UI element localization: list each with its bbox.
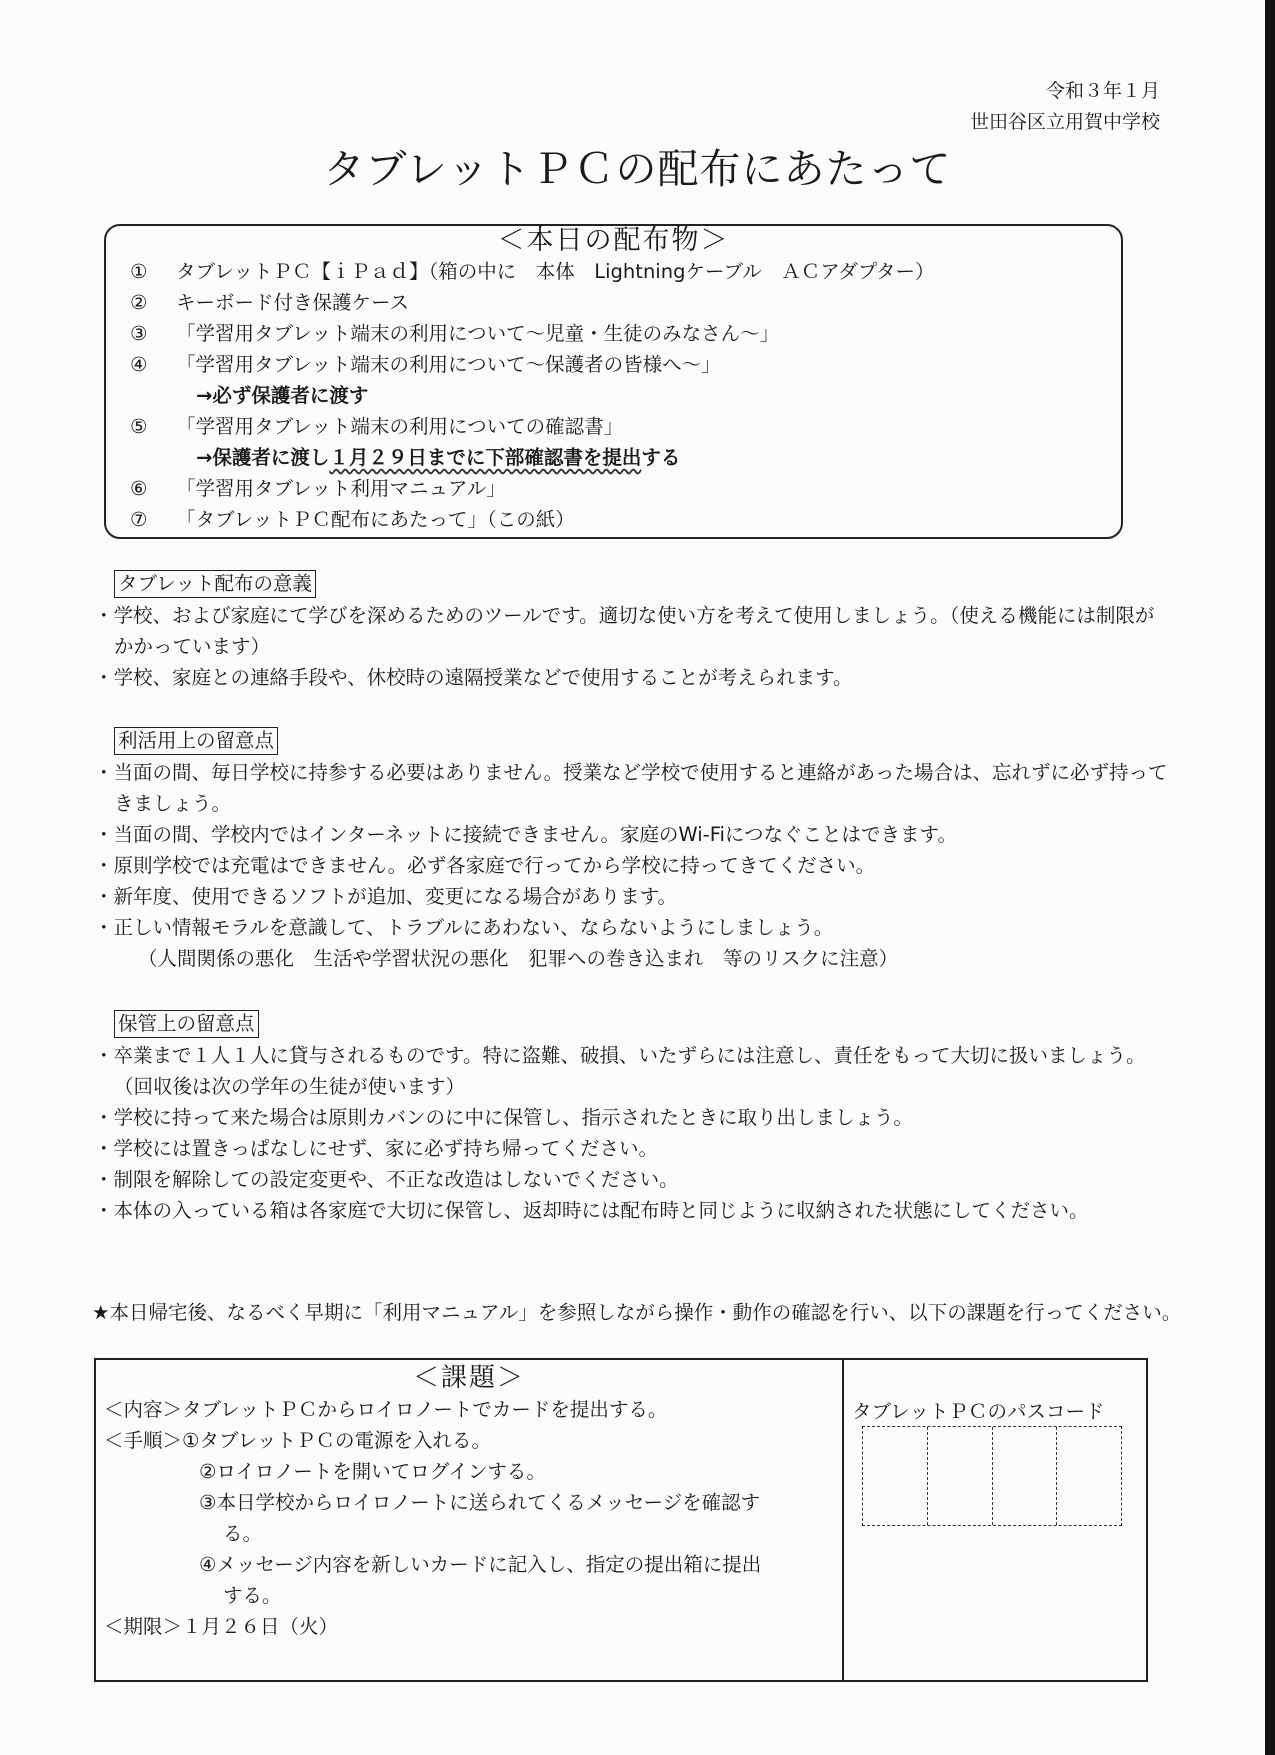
bullet-item: ・学校、家庭との連絡手段や、休校時の遠隔授業などで使用することが考えられます。 bbox=[94, 666, 853, 689]
section-bullets bbox=[94, 757, 1169, 974]
bullet-item: ・卒業まで１人１人に貸与されるものです。特に盗難、破損、いたずらには注意し、責任をもって大切に扱いましょう。（回収後は次の学年の生徒が使います） bbox=[94, 1044, 1146, 1098]
list-item: ③ 「学習用タブレット端末の利用について～児童・生徒のみなさん～」 bbox=[130, 322, 780, 345]
task-deadline: ＜期限＞１月２６日（火） bbox=[104, 1615, 339, 1638]
task-step: ②ロイロノートを開いてログインする。 bbox=[199, 1460, 546, 1483]
bullet-item: ・本体の入っている箱は各家庭で大切に保管し、返却時には配布時と同じように収納された状態にしてください。 bbox=[94, 1199, 1089, 1222]
list-item: ② キーボード付き保護ケース bbox=[130, 291, 410, 314]
bullet-item: ・新年度、使用できるソフトが追加、変更になる場合があります。 bbox=[94, 885, 678, 908]
item-note: →保護者に渡し１月２９日までに下部確認書を提出する bbox=[196, 446, 681, 469]
list-item: ④ 「学習用タブレット端末の利用について～保護者の皆様へ～」 bbox=[130, 353, 721, 376]
task-step: ④メッセージ内容を新しいカードに記入し、指定の提出箱に提出 bbox=[199, 1553, 762, 1576]
item-note: →必ず保護者に渡す bbox=[196, 384, 369, 407]
bullet-item: ・原則学校では充電はできません。必ず各家庭で行ってから学校に持ってきてください。 bbox=[94, 854, 876, 877]
bullet-item: ・当面の間、学校内ではインターネットに接続できません。家庭のWi-Fiにつなぐことはできます。 bbox=[94, 823, 957, 846]
section-bullets bbox=[94, 1040, 1169, 1226]
bullet-item: ・学校に持って来た場合は原則カバンのに中に保管し、指示されたときに取り出しましょう。 bbox=[94, 1106, 914, 1129]
passcode-cell bbox=[928, 1427, 993, 1525]
list-item: ⑤ 「学習用タブレット端末の利用についての確認書」 bbox=[130, 415, 624, 438]
task-box bbox=[94, 1358, 1148, 1682]
passcode-cell bbox=[1057, 1427, 1121, 1525]
instruction-text: ★本日帰宅後、なるべく早期に「利用マニュアル」を参照しながら操作・動作の確認を行い、以下の課題を行ってください。 bbox=[92, 1301, 1182, 1324]
list-item: ① タブレットＰＣ【ｉＰａｄ】（箱の中に 本体 Lightningケーブル ＡＣアダプター） bbox=[130, 260, 935, 283]
task-step-continued: る。 bbox=[223, 1522, 263, 1545]
distribution-box bbox=[104, 224, 1123, 539]
deadline-emphasis: １月２９日までに下部確認書を提出 bbox=[329, 446, 642, 469]
section-heading: 保管上の留意点 bbox=[114, 1010, 259, 1038]
list-item: ⑥ 「学習用タブレット利用マニュアル」 bbox=[130, 477, 506, 500]
task-step: ＜手順＞①タブレットＰＣの電源を入れる。 bbox=[104, 1429, 492, 1452]
passcode-cell bbox=[993, 1427, 1058, 1525]
risk-note: （人間関係の悪化 生活や学習状況の悪化 犯罪への巻き込まれ 等のリスクに注意） bbox=[138, 947, 899, 970]
bullet-item: ・当面の間、毎日学校に持参する必要はありません。授業など学校で使用すると連絡があった場合は、忘れずに必ず持ってきましょう。 bbox=[94, 761, 1168, 815]
list-item: ⑦ 「タブレットＰＣ配布にあたって」（この紙） bbox=[130, 508, 575, 531]
section-heading: タブレット配布の意義 bbox=[114, 570, 316, 598]
scan-edge bbox=[1265, 0, 1275, 1755]
passcode-cell bbox=[863, 1427, 928, 1525]
bullet-item: ・学校、および家庭にて学びを深めるためのツールです。適切な使い方を考えて使用しましょう。（使える機能には制限がかかっています） bbox=[94, 604, 1155, 658]
bullet-item: ・学校には置きっぱなしにせず、家に必ず持ち帰ってください。 bbox=[94, 1137, 658, 1160]
passcode-boxes bbox=[862, 1426, 1122, 1526]
date: 令和３年１月 bbox=[1045, 80, 1160, 102]
task-title: ＜課題＞ bbox=[412, 1363, 525, 1393]
section-heading: 利活用上の留意点 bbox=[114, 727, 278, 755]
distribution-title: ＜本日の配布物＞ bbox=[497, 225, 730, 256]
bullet-item: ・制限を解除しての設定変更や、不正な改造はしないでください。 bbox=[94, 1168, 679, 1191]
task-step: ③本日学校からロイロノートに送られてくるメッセージを確認す bbox=[199, 1491, 761, 1514]
task-details bbox=[96, 1360, 844, 1680]
task-step-continued: する。 bbox=[223, 1584, 282, 1607]
distribution-list bbox=[130, 256, 934, 535]
page-title: タブレットＰＣの配布にあたって bbox=[323, 145, 952, 193]
passcode-label: タブレットＰＣのパスコード bbox=[852, 1400, 1105, 1423]
task-content: ＜内容＞タブレットＰＣからロイロノートでカードを提出する。 bbox=[104, 1398, 668, 1421]
bullet-item: ・正しい情報モラルを意識して、トラブルにあわない、ならないようにしましょう。 bbox=[94, 916, 834, 939]
header-block bbox=[970, 76, 1160, 138]
section-bullets bbox=[94, 600, 1169, 693]
school-name: 世田谷区立用賀中学校 bbox=[969, 111, 1160, 133]
